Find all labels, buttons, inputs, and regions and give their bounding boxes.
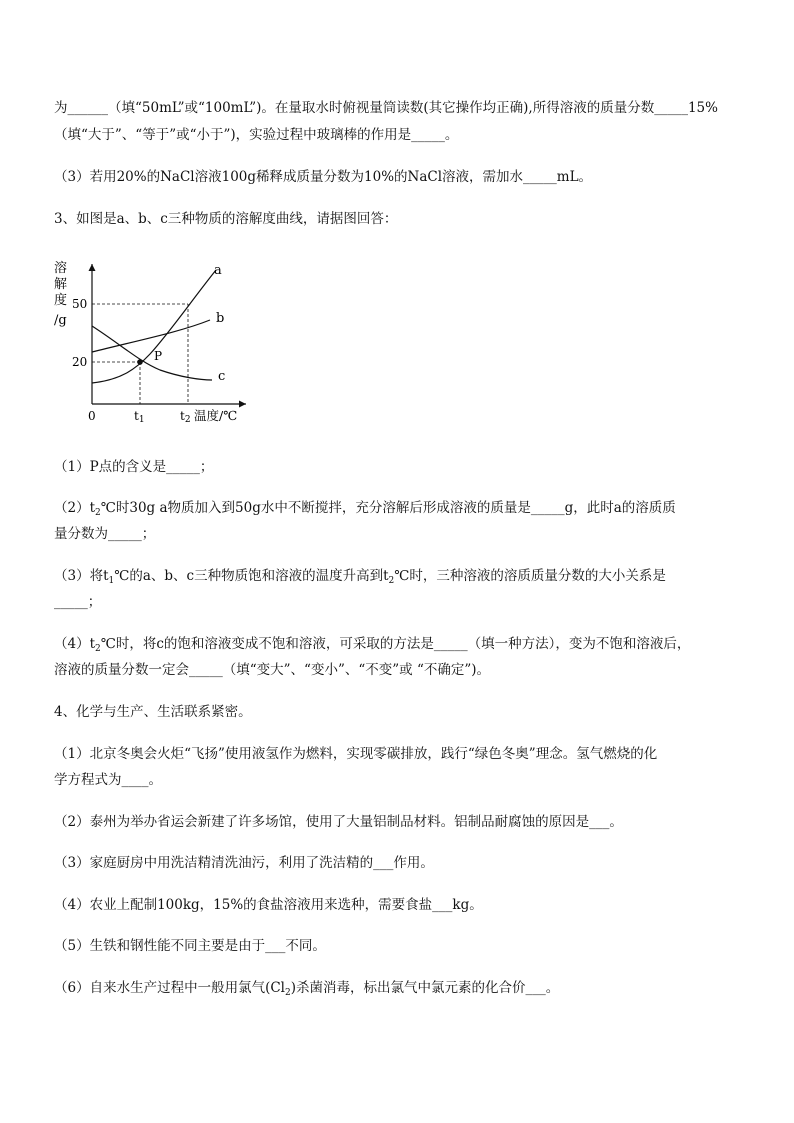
q4-p5: （5）生铁和钢性能不同主要是由于___不同。 — [54, 938, 326, 954]
q3-p2-sub: 2 — [95, 508, 101, 518]
curve-c-label: c — [218, 369, 226, 384]
y-tick-20: 20 — [72, 355, 88, 369]
ylabel-char-2: 解 — [54, 277, 68, 292]
q3-p4 — [54, 634, 690, 659]
q4-p6-sub: 2 — [285, 988, 291, 998]
q4-p6-a: （6）自来水生产过程中一般用氯气(Cl — [54, 980, 286, 996]
q3-p4-line2: 溶液的质量分数一定会_____（填“变大”、“变小”、“不变”或 “不确定”)。 — [54, 662, 491, 678]
q2-line1: 为______（填“50mL”或“100mL”)。在量取水时俯视量筒读数(其它操作均正确),所得溶液的质量分数_____15% — [54, 100, 718, 116]
q2-line2: （填“大于”、“等于”或“小于”)，实验过程中玻璃棒的作用是_____。 — [54, 127, 459, 143]
q4-p1-line2: 学方程式为____。 — [54, 772, 162, 788]
q3-p3-line2: _____； — [54, 594, 102, 610]
q3-title: 3、如图是a、b、c三种物质的溶解度曲线，请据图回答： — [54, 211, 398, 227]
q3-p3 — [54, 566, 666, 591]
q3-p4-b: ℃时，将c的饱和溶液变成不饱和溶液，可采取的方法是_____（填一种方法），变为不饱和溶液后， — [100, 636, 691, 652]
q4-p4: （4）农业上配制100kg，15%的食盐溶液用来选种，需要食盐___kg。 — [54, 897, 483, 913]
q3-p3-c: ℃时，三种溶液的溶质质量分数的大小关系是 — [394, 568, 666, 584]
x-tick-t2: t2 — [180, 409, 191, 425]
q4-p2: （2）泰州为举办省运会新建了许多场馆，使用了大量铝制品材料。铝制品耐腐蚀的原因是___。 — [54, 814, 623, 830]
q3-p3-sub1: 1 — [108, 576, 115, 586]
q4-title: 4、化学与生产、生活联系紧密。 — [54, 704, 252, 720]
curve-c — [92, 326, 212, 380]
x-axis-label: 温度/℃ — [194, 408, 238, 423]
q2-part3: （3）若用20%的NaCl溶液100g稀释成质量分数为10%的NaCl溶液，需加水_____mL。 — [54, 169, 593, 185]
ylabel-char-4: /g — [54, 313, 67, 328]
x-tick-t1: t1 — [134, 409, 145, 425]
q3-p3-b: ℃的a、b、c三种物质饱和溶液的温度升高到t — [114, 568, 389, 584]
ylabel-char-1: 溶 — [54, 261, 68, 276]
q3-p3-sub2: 2 — [388, 576, 395, 586]
ylabel-char-3: 度 — [54, 293, 68, 308]
q4-p6 — [54, 978, 559, 1003]
curve-a — [92, 270, 216, 383]
x-tick-0: 0 — [88, 409, 96, 423]
q4-p3: （3）家庭厨房中用洗洁精清洗油污，利用了洗洁精的___作用。 — [54, 855, 434, 871]
curve-a-label: a — [214, 263, 222, 278]
q3-p2-b: ℃时30g a物质加入到50g水中不断搅拌，充分溶解后形成溶液的质量是_____g，此时a的溶质质 — [100, 500, 676, 516]
q3-p4-a: （4）t — [54, 636, 96, 652]
curve-b-label: b — [216, 311, 225, 326]
q4-p6-b: )杀菌消毒，标出氯气中氯元素的化合价___。 — [290, 980, 560, 996]
point-p-label: P — [154, 349, 163, 363]
q3-p4-sub: 2 — [95, 644, 101, 654]
q3-p2 — [54, 498, 676, 523]
q4-p1-line1: （1）北京冬奥会火炬“飞扬”使用液氢作为燃料，实现零碳排放，践行“绿色冬奥”理念。氢气燃烧的化 — [54, 746, 658, 762]
q3-p3-a: （3）将t — [54, 568, 109, 584]
q3-p2-line2: 量分数为_____； — [54, 526, 156, 542]
q3-p2-a: （2）t — [54, 500, 96, 516]
point-p — [137, 359, 143, 365]
y-tick-50: 50 — [72, 297, 88, 311]
curve-b — [92, 320, 210, 352]
q3-p1: （1）P点的含义是_____； — [54, 459, 214, 475]
solubility-chart — [50, 252, 260, 430]
